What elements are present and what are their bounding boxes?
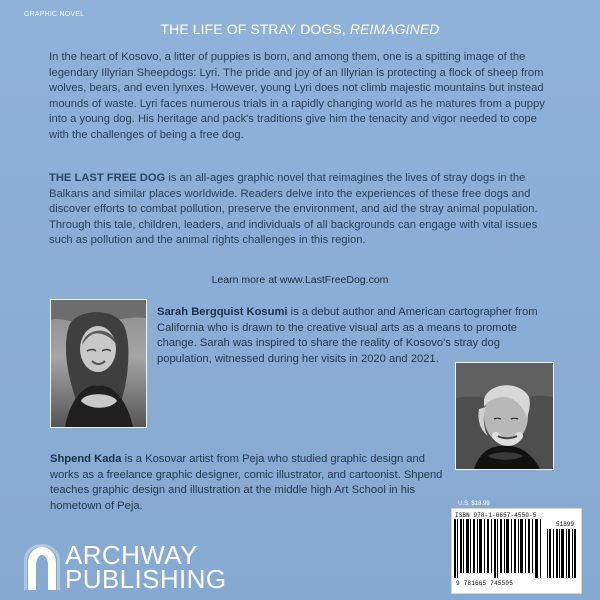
title-italic: REIMAGINED	[349, 21, 440, 37]
publisher-name	[65, 540, 227, 594]
retail-price: U.S. $18.99	[458, 501, 490, 507]
illustrator-bio-text: is a Kosovar artist from Peja who studied graphic design and works as a freelance graphic designer, comic illustrator, and cartoonist. Shpend teaches graphic design and illustration at the middle high Art School in his hometown of Peja.	[50, 453, 443, 512]
illustrator-bio	[50, 452, 450, 514]
back-cover-title	[0, 21, 600, 37]
illustrator-name: Shpend Kada	[50, 453, 122, 465]
publisher-line-2: PUBLISHING	[65, 564, 227, 594]
price-barcode	[547, 529, 577, 578]
author-name: Sarah Bergquist Kosumi	[157, 306, 288, 318]
author-photo	[50, 299, 147, 428]
book-title-highlight: THE LAST FREE DOG	[49, 172, 166, 184]
isbn-label: ISBN 978-1-6657-4550-5	[455, 512, 537, 519]
main-barcode	[454, 519, 543, 578]
title-main: THE LIFE OF STRAY DOGS,	[160, 21, 350, 37]
genre-label: GRAPHIC NOVEL	[24, 11, 85, 18]
synopsis-paragraph: In the heart of Kosovo, a litter of puppies is born, and among them, one is a spitting image of the legendary Illyrian Sheepdogs: Lyri. The pride and joy of an Illyrian is protecting a flock of sheep from wolves, bears, and even lynxes. However, young Lyri does not climb majestic mountains but instead mounds of waste. Lyri faces numerous trials in a rapidly changing world as he matures from a puppy into a young dog. His heritage and pack's traditions give him the tenacity and vigor needed to cope with the challenges of being a free dog.	[49, 51, 545, 141]
archway-logo-icon	[24, 544, 60, 590]
isbn-barcode	[451, 508, 582, 594]
author-bio	[157, 305, 552, 367]
website-line: Learn more at www.LastFreeDog.com	[211, 274, 389, 286]
barcode-side-number: 51899	[556, 521, 575, 528]
publisher-logo	[24, 540, 254, 594]
book-description-text: is an all-ages graphic novel that reimagines the lives of stray dogs in the Balkans and similar places worldwide. Readers delve into the experiences of these free dogs and discover efforts to combat pollution, preserve the environment, and aid the stray animal population. Through this tale, children, leaders, and individuals of all backgrounds can engage with vital issues such as pollution and the animal rights challenges in this region.	[49, 172, 538, 246]
author-bio-text: is a debut author and American cartographer from California who is drawn to the creative visual arts as a means to promote change. Sarah was inspired to share the reality of Kosovo's stray dog population, witnessed during her visits in 2020 and 2021.	[157, 306, 538, 365]
publisher-line-1: ARCHWAY	[65, 540, 198, 570]
barcode-bottom-number: 9 781665 745505	[456, 580, 514, 587]
illustrator-photo	[455, 362, 554, 470]
book-description-paragraph	[49, 171, 553, 249]
